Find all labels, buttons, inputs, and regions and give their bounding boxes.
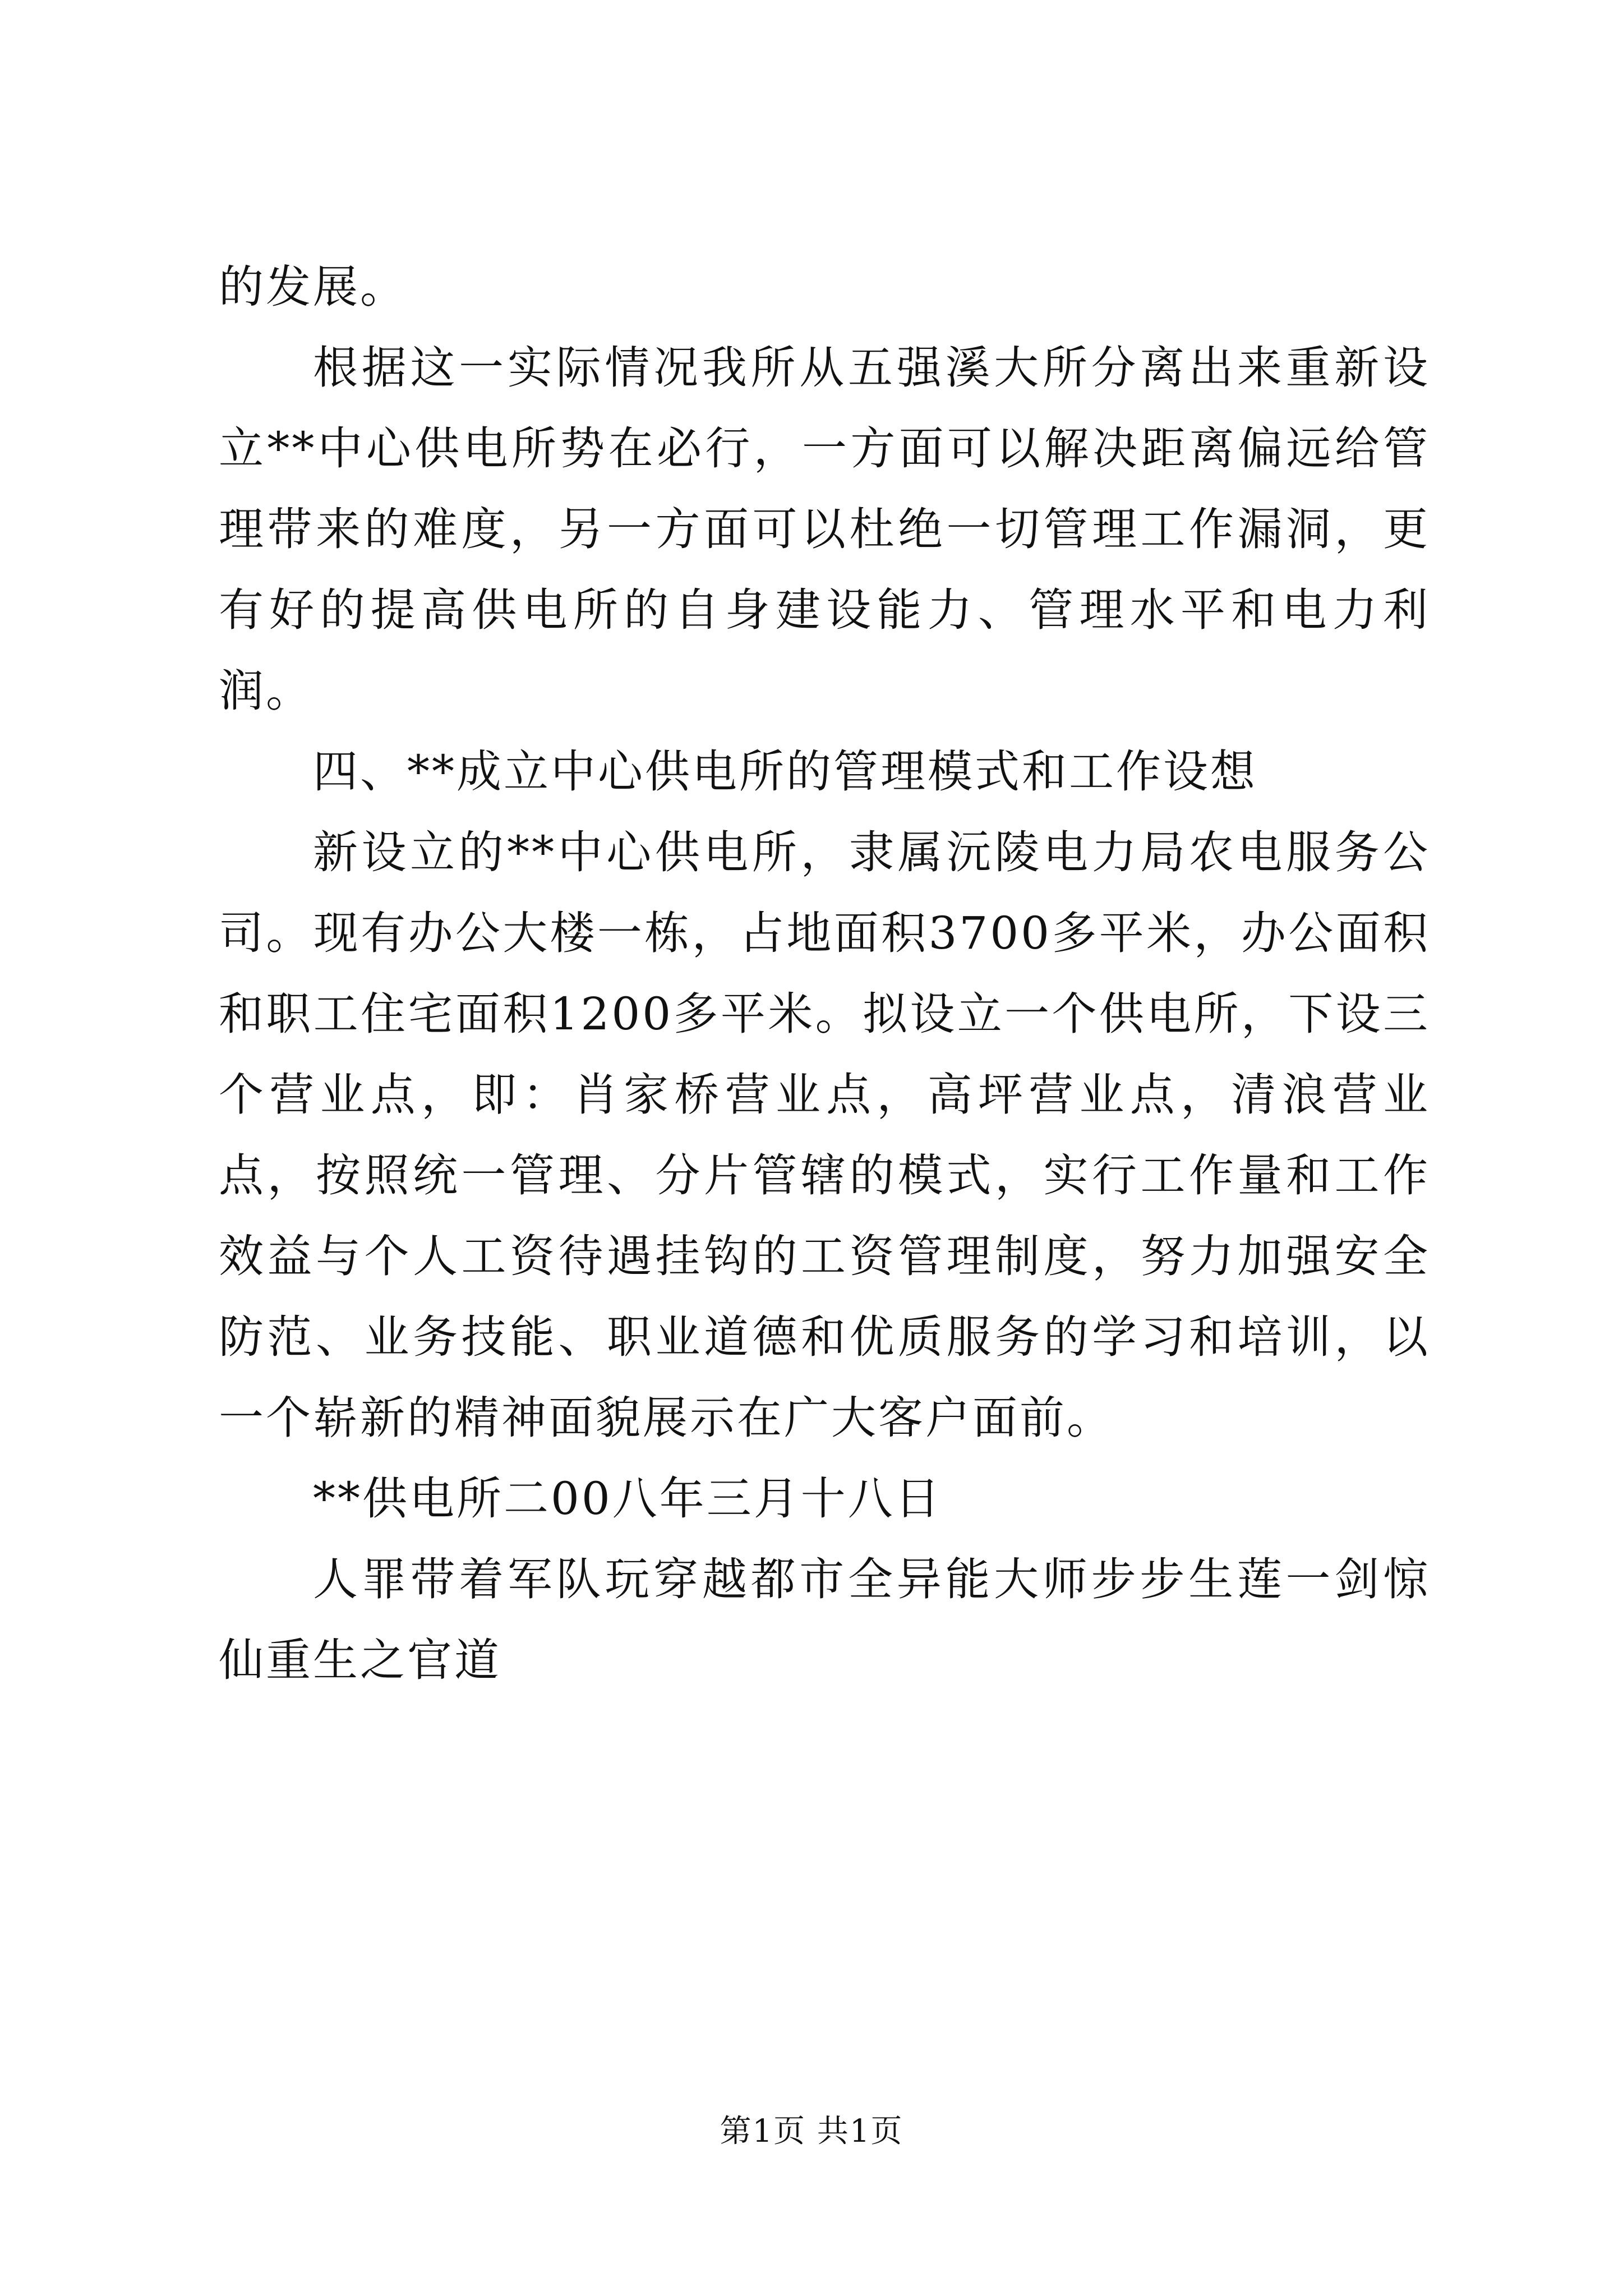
paragraph-new-center-description: 新设立的**中心供电所，隶属沅陵电力局农电服务公司。现有办公大楼一栋，占地面积3700多平米，办公面积和职工住宅面积1200多平米。拟设立一个供电所，下设三个营业点，即：肖家桥营业点，高坪营业点，清浪营业点，按照统一管理、分片管辖的模式，实行工作量和工作效益与个人工资待遇挂钩的工资管理制度，努力加强安全防范、业务技能、职业道德和优质服务的学习和培训，以一个崭新的精神面貌展示在广大客户面前。	[219, 826, 1430, 1444]
paragraph-development-ending: 的发展。	[219, 261, 407, 313]
signature-date-line: **供电所二00八年三月十八日	[313, 1473, 942, 1525]
paragraph-appended-text: 人罪带着军队玩穿越都市全异能大师步步生莲一剑惊仙重生之官道	[219, 1553, 1430, 1686]
page-footer: 第1页 共1页	[720, 2113, 903, 2150]
section-heading-management-model: 四、**成立中心供电所的管理模式和工作设想	[313, 746, 1257, 798]
document-body	[219, 247, 1430, 1701]
paragraph-reason-for-establishment: 根据这一实际情况我所从五强溪大所分离出来重新设立**中心供电所势在必行，一方面可以解决距离偏远给管理带来的难度，另一方面可以杜绝一切管理工作漏洞，更有好的提高供电所的自身建设能力、管理水平和电力利润。	[219, 342, 1430, 717]
